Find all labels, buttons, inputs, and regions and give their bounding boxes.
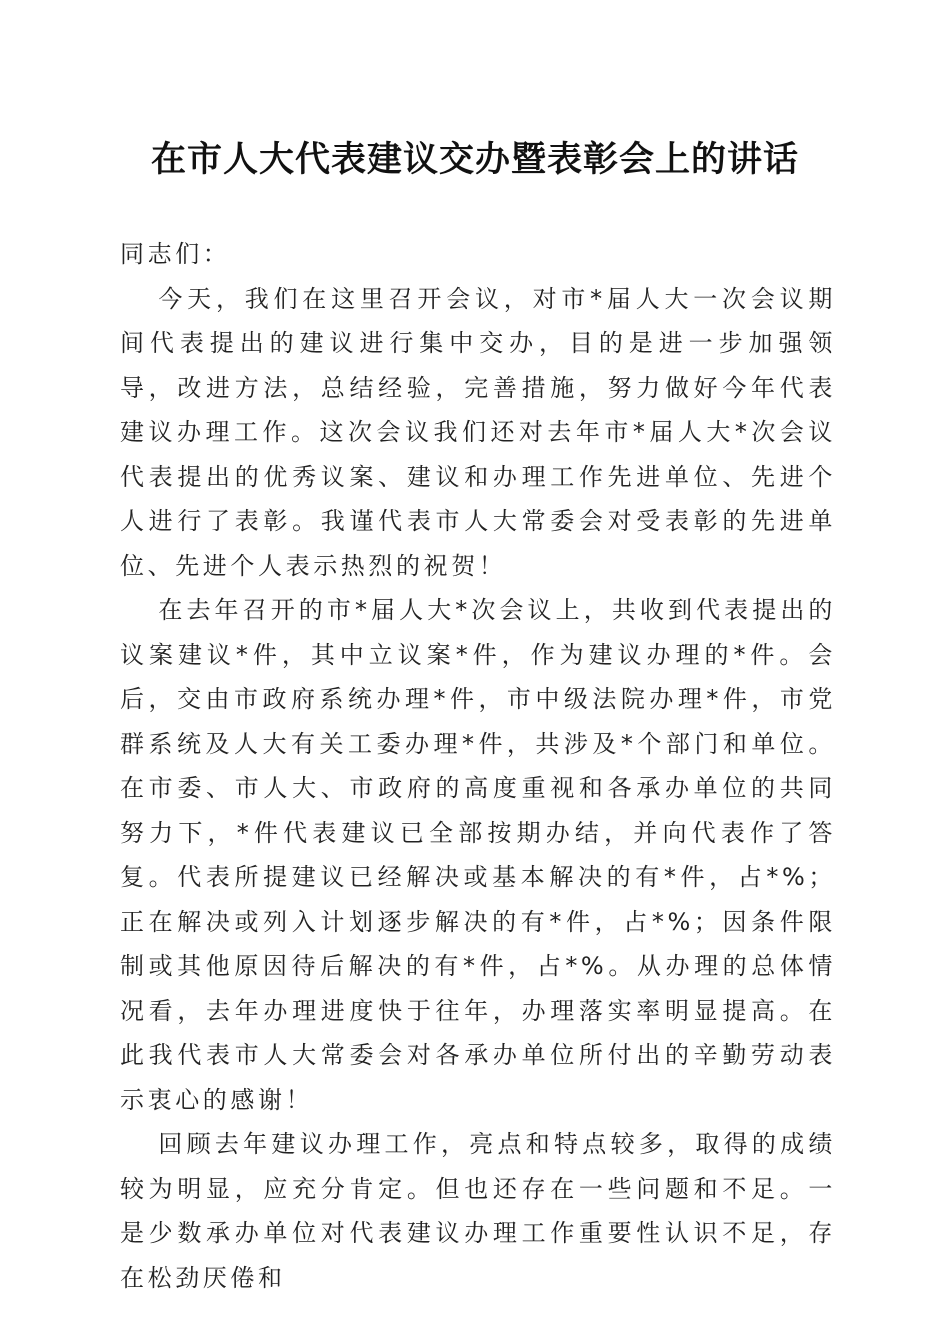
paragraph-review: 回顾去年建议办理工作，亮点和特点较多，取得的成绩较为明显，应充分肯定。但也还存在一些问题和不足。一是少数承办单位对代表建议办理工作重要性认识不足，存在松劲厌倦和 — [120, 1130, 836, 1292]
document-title: 在市人大代表建议交办暨表彰会上的讲话 — [150, 139, 799, 180]
salutation: 同志们： — [120, 240, 231, 268]
speech-body — [120, 232, 836, 1300]
paragraph-last-year-summary: 在去年召开的市*届人大*次会议上，共收到代表提出的议案建议*件，其中立议案*件，作为建议办理的*件。会后，交由市政府系统办理*件，市中级法院办理*件，市党群系统及人大有关工委办理*件，共涉及*个部门和单位。在市委、市人大、市政府的高度重视和各承办单位的共同努力下，*件代表建议已全部按期办结，并向代表作了答复。代表所提建议已经解决或基本解决的有*件，占*%；正在解决或列入计划逐步解决的有*件，占*%；因条件限制或其他原因待后解决的有*件，占*%。从办理的总体情况看，去年办理进度快于往年，办理落实率明显提高。在此我代表市人大常委会对各承办单位所付出的辛勤劳动表示衷心的感谢！ — [120, 596, 836, 1114]
paragraph-opening: 今天，我们在这里召开会议，对市*届人大一次会议期间代表提出的建议进行集中交办，目的是进一步加强领导，改进方法，总结经验，完善措施，努力做好今年代表建议办理工作。这次会议我们还对去年市*届人大*次会议代表提出的优秀议案、建议和办理工作先进单位、先进个人进行了表彰。我谨代表市人大常委会对受表彰的先进单位、先进个人表示热烈的祝贺！ — [120, 284, 836, 580]
